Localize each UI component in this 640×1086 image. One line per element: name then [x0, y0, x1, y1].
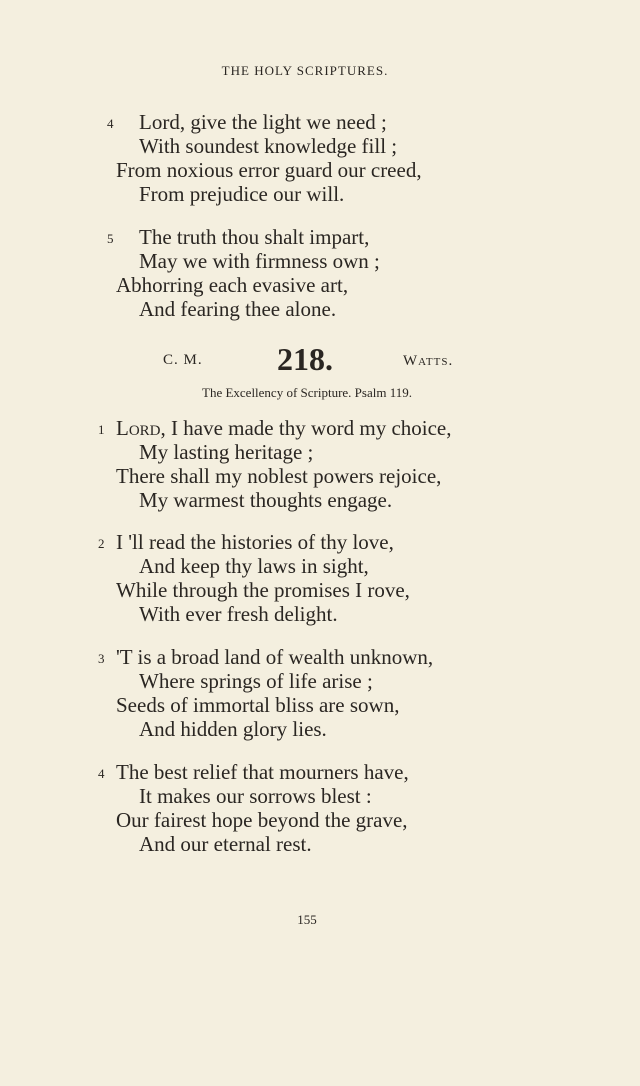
stanza-line: It makes our sorrows blest : — [139, 784, 372, 808]
stanza-line: The truth thou shalt impart, — [139, 225, 370, 249]
stanza-line: Seeds of immortal bliss are sown, — [116, 693, 400, 717]
stanza-line: From noxious error guard our creed, — [116, 158, 422, 182]
hymn-meter: C. M. — [163, 352, 203, 368]
stanza-line: 'T is a broad land of wealth unknown, — [116, 645, 434, 669]
stanza-line: Our fairest hope beyond the grave, — [116, 808, 408, 832]
stanza-number: 4 — [107, 116, 114, 131]
stanza-line: The best relief that mourners have, — [116, 760, 409, 784]
stanza-line: Abhorring each evasive art, — [116, 273, 349, 297]
stanza-line — [116, 416, 452, 440]
stanza-number: 3 — [98, 651, 105, 666]
stanza-line: From prejudice our will. — [139, 182, 345, 206]
stanza-number: 1 — [98, 422, 105, 437]
stanza-line: There shall my noblest powers rejoice, — [116, 464, 442, 488]
stanza-number: 5 — [107, 231, 114, 246]
stanza-line: While through the promises I rove, — [116, 578, 410, 602]
stanza-line: And keep thy laws in sight, — [139, 554, 369, 578]
stanza-line: Lord, give the light we need ; — [139, 110, 387, 134]
hymn-heading — [0, 342, 640, 378]
stanza-line: May we with firmness own ; — [139, 249, 380, 273]
stanza-line: And our eternal rest. — [139, 832, 312, 856]
stanza-line: My lasting heritage ; — [139, 440, 314, 464]
hymn-author: Watts. — [403, 353, 454, 369]
stanza-line: With ever fresh delight. — [139, 602, 338, 626]
hymn-number: 218. — [277, 341, 333, 377]
stanza-line: Where springs of life arise ; — [139, 669, 373, 693]
stanza-line: And fearing thee alone. — [139, 297, 337, 321]
stanza-line: With soundest knowledge fill ; — [139, 134, 398, 158]
first-word: Lord, — [116, 416, 166, 440]
running-head: THE HOLY SCRIPTURES. — [221, 63, 389, 78]
stanza-number: 2 — [98, 536, 105, 551]
hymn-subtitle: The Excellency of Scripture. Psalm 119. — [202, 385, 412, 400]
page-number: 155 — [297, 912, 317, 927]
stanza-line: I 'll read the histories of thy love, — [116, 530, 394, 554]
stanza-line: And hidden glory lies. — [139, 717, 327, 741]
first-line-rest: I have made thy word my choice, — [165, 416, 452, 440]
stanza-number: 4 — [98, 766, 105, 781]
stanza-line: My warmest thoughts engage. — [139, 488, 393, 512]
